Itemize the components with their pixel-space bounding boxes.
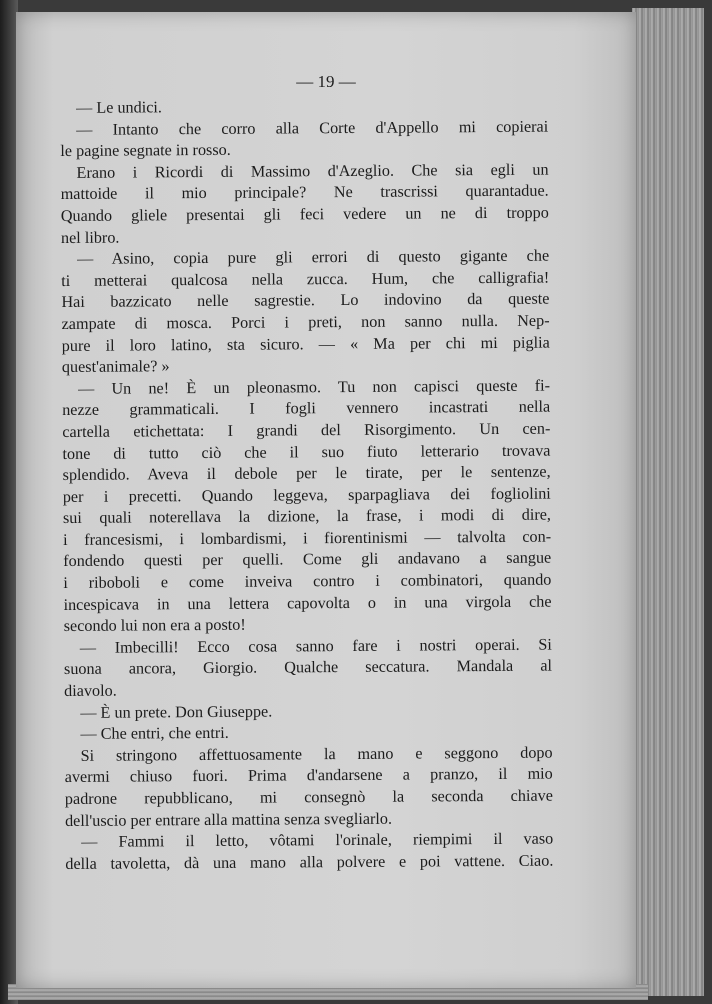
text-line: — È un prete. Don Giuseppe.	[80, 702, 273, 722]
text-line: della tavoletta, dà una mano alla polvere e poi vattene. Ciao.	[65, 851, 554, 873]
page-edges	[632, 8, 704, 996]
page-number: — 19 —	[296, 72, 356, 91]
text-line: zampate di mosca. Porci i preti, non sanno nulla. Nep-	[61, 311, 550, 333]
text-line: padrone repubblicano, mi consegnò la seconda chiave	[64, 786, 553, 808]
text-line: le pagine segnate in rosso.	[60, 140, 231, 161]
text-line: diavolo.	[64, 681, 117, 701]
text-line: — Fammi il letto, vôtami l'orinale, riempimi il vaso	[81, 829, 554, 852]
book-page	[16, 12, 636, 988]
text-line: avermi chiuso fuori. Prima d'andarsene a pranzo, il mio	[64, 764, 553, 787]
text-line: — Le undici.	[76, 98, 163, 117]
text-line: — Che entri, che entri.	[80, 724, 229, 744]
text-line: dell'uscio per entrare alla mattina senza svegliarlo.	[64, 809, 393, 830]
text-line: cartella etichettata: I grandi del Risorgimento. Un cen-	[62, 419, 551, 441]
text-line: — Asino, copia pure gli errori di questo gigante che	[77, 246, 550, 269]
text-line: nel libro.	[60, 228, 120, 247]
text-line: — Intanto che corro alla Corte d'Appello mi copierai	[76, 117, 549, 139]
text-line: per i precetti. Quando leggeva, sparpagliava dei fogliolini	[62, 484, 551, 506]
text-line: i francesismi, i lombardismi, i fiorentinismi — talvolta con-	[63, 527, 552, 549]
text-line: tone di tutto ciò che il suo fiuto letterario trovava	[62, 441, 551, 463]
text-line: quest'animale? »	[61, 357, 170, 377]
text-line: Hai bazzicato nelle sagrestie. Lo indovino da queste	[61, 289, 550, 312]
text-line: pure il loro latino, sta sicuro. — « Ma per chi mi piglia	[61, 333, 550, 355]
text-line: — Imbecilli! Ecco cosa sanno fare i nostri operai. Si	[79, 635, 552, 657]
text-line: Si stringono affettuosamente la mano e seggono dopo	[80, 743, 553, 765]
text-line: suona ancora, Giorgio. Qualche seccatura. Mandala al	[63, 657, 553, 679]
text-line: Erano i Ricordi di Massimo d'Azeglio. Che sia egli un	[76, 160, 549, 182]
text-line: mattoide il mio principale? Ne trascrissi quarantadue.	[60, 181, 549, 204]
text-line: — Un ne! È un pleonasmo. Tu non capisci queste fi-	[77, 376, 551, 398]
text-line: sui quali noterellava la dizione, la frase, i modi di dire,	[62, 505, 551, 528]
text-line: ti metterai qualcosa nella zucca. Hum, che calligrafia!	[61, 268, 550, 290]
text-line: nezze grammaticali. I fogli vennero incastrati nella	[62, 397, 551, 420]
text-line: secondo lui non era a posto!	[63, 615, 246, 636]
text-line: fondendo questi per quelli. Come gli andavano a sangue	[63, 549, 552, 571]
text-line: Quando gliele presentai gli feci vedere un ne di troppo	[60, 203, 549, 225]
text-line: incespicava in una lettera capovolta o in una virgola che	[63, 592, 552, 614]
body-text	[60, 95, 553, 876]
text-line: i riboboli e come inveiva contro i combinatori, quando	[63, 570, 552, 593]
text-line: splendido. Aveva il debole per le tirate, per le sentenze,	[62, 462, 551, 485]
